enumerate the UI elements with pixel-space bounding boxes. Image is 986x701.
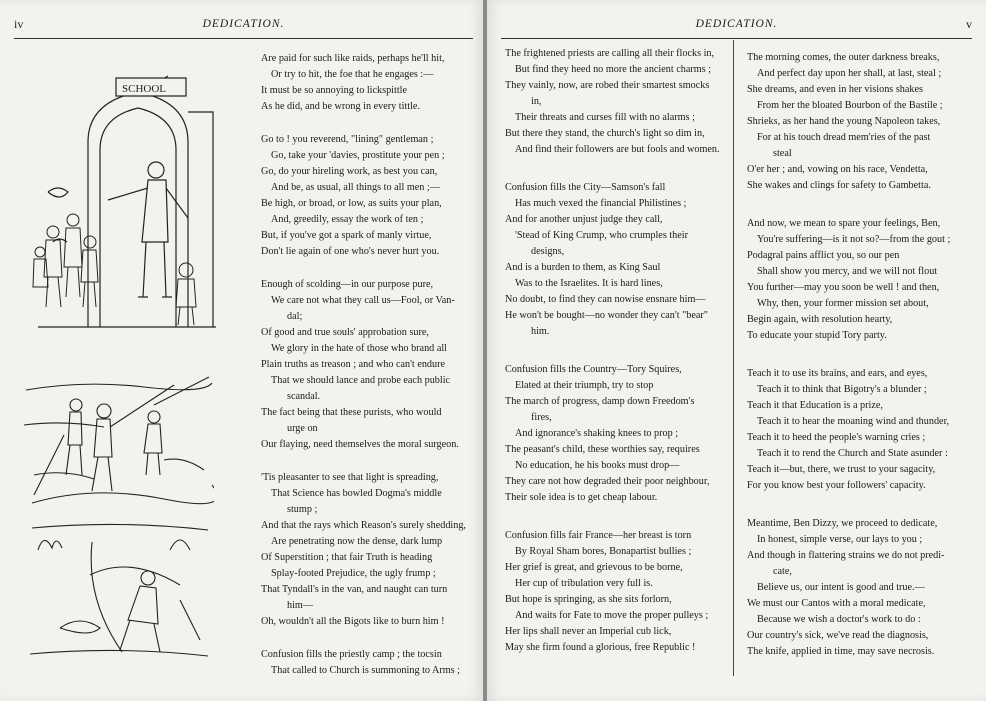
verse-line: And ignorance's shaking knees to prop ; bbox=[515, 428, 679, 439]
verse-line: But find they heed no more the ancient charms ; bbox=[515, 64, 712, 75]
verse-line: scandal. bbox=[287, 391, 321, 402]
verse-line: The knife, applied in time, may save necrosis. bbox=[747, 646, 935, 657]
verse-line: Shrieks, as her hand the young Napoleon takes, bbox=[747, 116, 941, 127]
left-stanza-1 bbox=[261, 51, 479, 115]
verse-line: That we should lance and probe each public bbox=[271, 375, 451, 386]
column-divider bbox=[733, 40, 734, 676]
verse-line: O'er her ; and, vowing on his race, Vendetta, bbox=[747, 164, 928, 175]
verse-line: Her lips shall never an Imperial cub lick, bbox=[505, 626, 672, 637]
verse-line: 'Stead of King Crump, who crumples their bbox=[515, 230, 689, 241]
verse-line: Or try to hit, the foe that he engages :— bbox=[271, 69, 434, 80]
verse-line: The morning comes, the outer darkness breaks, bbox=[747, 52, 940, 63]
verse-line: Confusion fills the City—Samson's fall bbox=[505, 182, 666, 193]
bigot-fire-illustration bbox=[30, 520, 210, 660]
school-sign-text: SCHOOL bbox=[122, 83, 167, 95]
right-a-stanza-1 bbox=[505, 46, 727, 158]
verse-line: Of Superstition ; that fair Truth is heading bbox=[261, 552, 433, 563]
verse-line: Confusion fills the priestly camp ; the tocsin bbox=[261, 649, 442, 660]
left-page-header bbox=[14, 14, 473, 34]
verse-line: And that the rays which Reason's surely shedding, bbox=[261, 520, 466, 531]
verse-line: dal; bbox=[287, 311, 303, 322]
right-header-rule bbox=[501, 38, 972, 39]
verse-line: Are penetrating now the dense, dark lump bbox=[271, 536, 443, 547]
verse-line: Has much vexed the financial Philistines ; bbox=[515, 198, 687, 209]
verse-line: We must our Cantos with a moral medicate, bbox=[747, 598, 926, 609]
verse-line: Teach it to heed the people's warning cries ; bbox=[747, 432, 926, 443]
verse-line: him. bbox=[531, 326, 550, 337]
verse-line: From her the bloated Bourbon of the Bastile ; bbox=[757, 100, 943, 111]
verse-line: urge on bbox=[287, 423, 318, 434]
right-b-stanza-4 bbox=[747, 516, 975, 660]
verse-line: Meantime, Ben Dizzy, we proceed to dedicate, bbox=[747, 518, 938, 529]
verse-line: She dreams, and even in her visions shakes bbox=[747, 84, 923, 95]
verse-line: The march of progress, damp down Freedom's bbox=[505, 396, 695, 407]
verse-line: To educate your stupid Tory party. bbox=[747, 330, 887, 341]
verse-line: For at his touch dread mem'ries of the past bbox=[757, 132, 931, 143]
verse-line: May she firm found a glorious, free Republic ! bbox=[505, 642, 696, 653]
verse-line: That Science has bowled Dogma's middle bbox=[271, 488, 442, 499]
verse-line: Their sole idea is to get cheap labour. bbox=[505, 492, 658, 503]
verse-line: in, bbox=[531, 96, 542, 107]
right-page-left-column bbox=[505, 46, 727, 673]
verse-line: Of good and true souls' approbation sure, bbox=[261, 327, 429, 338]
verse-line: Go to ! you reverend, "lining" gentleman ; bbox=[261, 134, 434, 145]
verse-line: cate, bbox=[773, 566, 792, 577]
verse-line: Teach it to rend the Church and State asunder : bbox=[757, 448, 948, 459]
right-b-stanza-3 bbox=[747, 366, 975, 494]
verse-line: fires, bbox=[531, 412, 552, 423]
left-stanza-2 bbox=[261, 132, 479, 260]
verse-line: We care not what they call us—Fool, or Van- bbox=[271, 295, 455, 306]
verse-line: And now, we mean to spare your feelings, Ben, bbox=[747, 218, 941, 229]
verse-line: 'Tis pleasanter to see that light is spreading, bbox=[261, 472, 439, 483]
verse-line: Was to the Israelites. It is hard lines, bbox=[515, 278, 663, 289]
left-header-rule bbox=[14, 38, 473, 39]
verse-line: And for another unjust judge they call, bbox=[505, 214, 663, 225]
verse-line: No doubt, to find they can nowise ensnare him— bbox=[505, 294, 706, 305]
verse-line: Podagral pains afflict you, so our pen bbox=[747, 250, 900, 261]
verse-line: Confusion fills fair France—her breast is torn bbox=[505, 530, 692, 541]
verse-line: Oh, wouldn't all the Bigots like to burn him ! bbox=[261, 616, 445, 627]
verse-line: And be, as usual, all things to all men ;— bbox=[271, 182, 440, 193]
verse-line: Because we wish a doctor's work to do : bbox=[757, 614, 921, 625]
verse-line: Shall show you mercy, and we will not flout bbox=[757, 266, 938, 277]
verse-line: Believe us, our intent is good and true.— bbox=[757, 582, 925, 593]
verse-line: The frightened priests are calling all their flocks in, bbox=[505, 48, 715, 59]
verse-line: For you know best your followers' capacity. bbox=[747, 480, 926, 491]
verse-line: And perfect day upon her shall, at last, steal ; bbox=[757, 68, 942, 79]
verse-line: Teach it—but, there, we trust to your sagacity, bbox=[747, 464, 936, 475]
verse-line: Go, take your 'davies, prostitute your pen ; bbox=[271, 150, 445, 161]
right-page bbox=[487, 0, 986, 701]
verse-line: That Tyndall's in the van, and naught can turn bbox=[261, 584, 448, 595]
verse-line: And waits for Fate to move the proper pulleys ; bbox=[515, 610, 709, 621]
left-stanza-4 bbox=[261, 470, 479, 630]
right-b-stanza-1 bbox=[747, 50, 975, 194]
verse-line: Teach it to hear the moaning wind and thunder, bbox=[757, 416, 950, 427]
right-b-stanza-2 bbox=[747, 216, 975, 344]
verse-line: And find their followers are but fools and women. bbox=[515, 144, 720, 155]
left-stanza-3 bbox=[261, 277, 479, 453]
verse-line: Teach it to use its brains, and ears, and eyes, bbox=[747, 368, 928, 379]
verse-line: You're suffering—is it not so?—from the gout ; bbox=[757, 234, 951, 245]
verse-line: Begin again, with resolution hearty, bbox=[747, 314, 893, 325]
verse-line: And, greedily, essay the work of ten ; bbox=[271, 214, 424, 225]
verse-line: It must be so annoying to lickspittle bbox=[261, 85, 408, 96]
verse-line: Enough of scolding—in our purpose pure, bbox=[261, 279, 434, 290]
verse-line: No education, he his books must drop— bbox=[515, 460, 680, 471]
verse-line: He won't be bought—no wonder they can't "bear" bbox=[505, 310, 708, 321]
verse-line: stump ; bbox=[287, 504, 318, 515]
verse-line: Our flaying, need themselves the moral surgeon. bbox=[261, 439, 459, 450]
right-running-title: DEDICATION. bbox=[695, 18, 778, 30]
verse-line: steal bbox=[773, 148, 792, 159]
verse-line: But, if you've got a spark of manly virtue, bbox=[261, 230, 432, 241]
verse-line: Plain truths as treason ; and who can't endure bbox=[261, 359, 446, 370]
left-page bbox=[0, 0, 483, 701]
right-a-stanza-2 bbox=[505, 180, 727, 340]
verse-line: But there they stand, the church's light so dim in, bbox=[505, 128, 705, 139]
verse-line: And is a burden to them, as King Saul bbox=[505, 262, 661, 273]
verse-line: Teach it that Education is a prize, bbox=[747, 400, 883, 411]
verse-line: You further—may you soon be well ! and then, bbox=[747, 282, 940, 293]
verse-line: They vainly, now, are robed their smartest smocks bbox=[505, 80, 710, 91]
verse-line: Their threats and curses fill with no alarms ; bbox=[515, 112, 695, 123]
verse-line: That called to Church is summoning to Arms ; bbox=[271, 665, 461, 676]
right-page-number: v bbox=[966, 17, 972, 31]
verse-line: And though in flattering strains we do not predi- bbox=[747, 550, 945, 561]
verse-line: designs, bbox=[531, 246, 565, 257]
verse-line: Her cup of tribulation very full is. bbox=[515, 578, 653, 589]
verse-line: Why, then, your former mission set about, bbox=[757, 298, 929, 309]
verse-line: Don't lie again of one who's never hurt you. bbox=[261, 246, 440, 257]
verse-line: Be high, or broad, or low, as suits your plan, bbox=[261, 198, 442, 209]
verse-line: him— bbox=[287, 600, 314, 611]
verse-line: As he did, and be wrong in every tittle. bbox=[261, 101, 421, 112]
verse-line: Go, do your hireling work, as best you can, bbox=[261, 166, 438, 177]
left-page-number: iv bbox=[14, 17, 24, 31]
verse-line: She wakes and clings for safety to Gambetta. bbox=[747, 180, 931, 191]
verse-line: But hope is springing, as she sits forlorn, bbox=[505, 594, 672, 605]
verse-line: Her grief is great, and grievous to be borne, bbox=[505, 562, 683, 573]
verse-line: They care not how degraded their poor neighbour, bbox=[505, 476, 710, 487]
verse-line: Are paid for such like raids, perhaps he'll hit, bbox=[261, 53, 445, 64]
school-door-illustration bbox=[28, 72, 218, 332]
verse-line: Teach it to think that Bigotry's a blunder ; bbox=[757, 384, 927, 395]
right-page-header bbox=[501, 14, 972, 34]
verse-line: The fact being that these purists, who would bbox=[261, 407, 442, 418]
right-a-stanza-3 bbox=[505, 362, 727, 506]
verse-line: Confusion fills the Country—Tory Squires, bbox=[505, 364, 682, 375]
verse-line: By Royal Sham bores, Bonapartist bullies ; bbox=[515, 546, 692, 557]
verse-line: In honest, simple verse, our lays to you ; bbox=[757, 534, 923, 545]
left-running-title: DEDICATION. bbox=[202, 18, 285, 30]
right-page-right-column bbox=[747, 50, 975, 677]
field-children-illustration bbox=[24, 365, 214, 507]
left-page-text bbox=[261, 51, 479, 696]
verse-line: The peasant's child, these worthies say, requires bbox=[505, 444, 700, 455]
verse-line: Our country's sick, we've read the diagnosis, bbox=[747, 630, 929, 641]
right-a-stanza-4 bbox=[505, 528, 727, 656]
verse-line: Elated at their triumph, try to stop bbox=[515, 380, 654, 391]
left-stanza-5 bbox=[261, 647, 479, 679]
verse-line: We glory in the hate of those who brand all bbox=[271, 343, 447, 354]
verse-line: Splay-footed Prejudice, the ugly frump ; bbox=[271, 568, 436, 579]
